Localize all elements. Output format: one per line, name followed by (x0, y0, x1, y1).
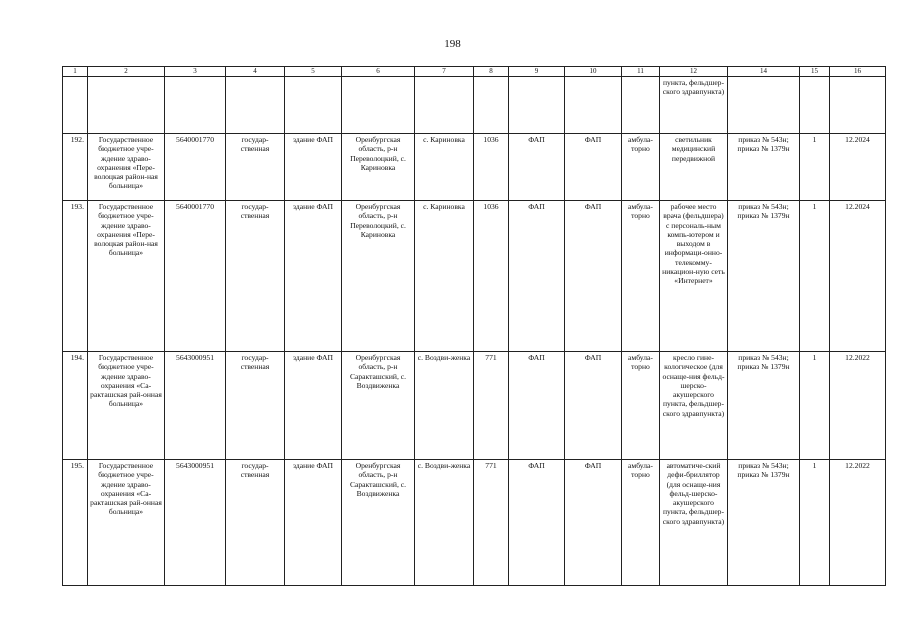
table-cell: с. Воздви-женка (415, 352, 474, 460)
table-cell: здание ФАП (285, 201, 342, 352)
table-cell: государ-ственная (226, 352, 285, 460)
table-cell: ФАП (509, 352, 565, 460)
table-cell: автоматиче-ский дефи-бриллятор (для оснаще-ния фельд-шерско-акушерского пункта, фельдшер-ского здравпункта) (660, 460, 728, 586)
table-cell: ФАП (565, 352, 622, 460)
table-cell: ФАП (509, 460, 565, 586)
table-row (63, 352, 886, 460)
register-table (62, 66, 886, 586)
column-number: 4 (226, 67, 285, 77)
table-cell: 1 (800, 460, 830, 586)
table-cell (800, 77, 830, 134)
column-number: 6 (342, 67, 415, 77)
column-number: 5 (285, 67, 342, 77)
table-cell (830, 77, 886, 134)
table-cell: ФАП (565, 134, 622, 201)
column-number: 16 (830, 67, 886, 77)
table-cell (622, 77, 660, 134)
column-number: 11 (622, 67, 660, 77)
table-cell: 1036 (474, 201, 509, 352)
table-cell: здание ФАП (285, 460, 342, 586)
table-cell: ФАП (565, 201, 622, 352)
column-number: 15 (800, 67, 830, 77)
table-cell: Оренбургская область, р-н Саракташский, с. Воздвиженка (342, 352, 415, 460)
table-cell (565, 77, 622, 134)
column-number-row (63, 67, 886, 77)
table-row (63, 77, 886, 134)
table-cell: рабочее место врача (фельдшера) с персональ-ным компь-ютером и выходом в информаци-онно-телекомму-никацион-ную сеть «Интернет» (660, 201, 728, 352)
column-number: 9 (509, 67, 565, 77)
table-cell: светильник медицинский передвижной (660, 134, 728, 201)
table-cell (415, 77, 474, 134)
column-number: 14 (728, 67, 800, 77)
table-cell: 1 (800, 201, 830, 352)
table-cell: амбула-торно (622, 134, 660, 201)
table-cell: ФАП (509, 201, 565, 352)
table-cell: Оренбургская область, р-н Саракташский, с. Воздвиженка (342, 460, 415, 586)
table-cell: Оренбургская область, р-н Переволоцкий, с. Кариновка (342, 201, 415, 352)
table-cell: 193. (63, 201, 88, 352)
page-number: 198 (444, 38, 461, 50)
table-cell: ФАП (565, 460, 622, 586)
column-number: 7 (415, 67, 474, 77)
table-cell: 192. (63, 134, 88, 201)
table-cell: 771 (474, 460, 509, 586)
table-cell (509, 77, 565, 134)
table-cell: здание ФАП (285, 134, 342, 201)
column-number: 3 (165, 67, 226, 77)
table-cell (285, 77, 342, 134)
table-cell: Оренбургская область, р-н Переволоцкий, с. Кариновка (342, 134, 415, 201)
table-cell (728, 77, 800, 134)
table-cell: государ-ственная (226, 134, 285, 201)
table-cell (63, 77, 88, 134)
table-cell: 12.2024 (830, 134, 886, 201)
table-cell: здание ФАП (285, 352, 342, 460)
table-cell (226, 77, 285, 134)
table-cell: государ-ственная (226, 460, 285, 586)
table-row (63, 134, 886, 201)
table-cell: 1 (800, 352, 830, 460)
table-cell (165, 77, 226, 134)
table-cell: приказ № 543н; приказ № 1379н (728, 460, 800, 586)
table-cell: приказ № 543н; приказ № 1379н (728, 201, 800, 352)
table-cell: с. Воздви-женка (415, 460, 474, 586)
table-cell: 12.2022 (830, 352, 886, 460)
column-number: 10 (565, 67, 622, 77)
column-number: 8 (474, 67, 509, 77)
table-cell: амбула-торно (622, 201, 660, 352)
table-cell (88, 77, 165, 134)
table-cell: 195. (63, 460, 88, 586)
table-cell: с. Кариновка (415, 134, 474, 201)
table-cell: государ-ственная (226, 201, 285, 352)
table-cell (474, 77, 509, 134)
table-cell: 12.2024 (830, 201, 886, 352)
table-cell: ФАП (509, 134, 565, 201)
column-number: 12 (660, 67, 728, 77)
table-cell: 194. (63, 352, 88, 460)
table-cell: 5640001770 (165, 201, 226, 352)
table-cell (342, 77, 415, 134)
table-row (63, 201, 886, 352)
table-cell: Государственное бюджетное учре-ждение здраво-охранения «Са-ракташская рай-онная больница» (88, 460, 165, 586)
table-cell: 1036 (474, 134, 509, 201)
table-cell: Государственное бюджетное учре-ждение здраво-охранения «Пере-волоцкая район-ная больница» (88, 134, 165, 201)
column-number: 1 (63, 67, 88, 77)
table-cell: с. Кариновка (415, 201, 474, 352)
table-cell: 5640001770 (165, 134, 226, 201)
table-cell: 771 (474, 352, 509, 460)
table-cell: амбула-торно (622, 460, 660, 586)
table-cell: амбула-торно (622, 352, 660, 460)
table-cell: кресло гине-кологическое (для оснаще-ния фельд-шерско-акушерского пункта, фельдшер-ского здравпункта) (660, 352, 728, 460)
table-cell: 12.2022 (830, 460, 886, 586)
table-cell: пункта, фельдшер-ского здравпункта) (660, 77, 728, 134)
table-cell: Государственное бюджетное учре-ждение здраво-охранения «Са-ракташская рай-онная больница» (88, 352, 165, 460)
table-cell: 5643000951 (165, 352, 226, 460)
table-cell: Государственное бюджетное учре-ждение здраво-охранения «Пере-волоцкая район-ная больница» (88, 201, 165, 352)
table-cell: 5643000951 (165, 460, 226, 586)
table-cell: 1 (800, 134, 830, 201)
table-row (63, 460, 886, 586)
column-number: 2 (88, 67, 165, 77)
table-cell: приказ № 543н; приказ № 1379н (728, 134, 800, 201)
table-cell: приказ № 543н; приказ № 1379н (728, 352, 800, 460)
